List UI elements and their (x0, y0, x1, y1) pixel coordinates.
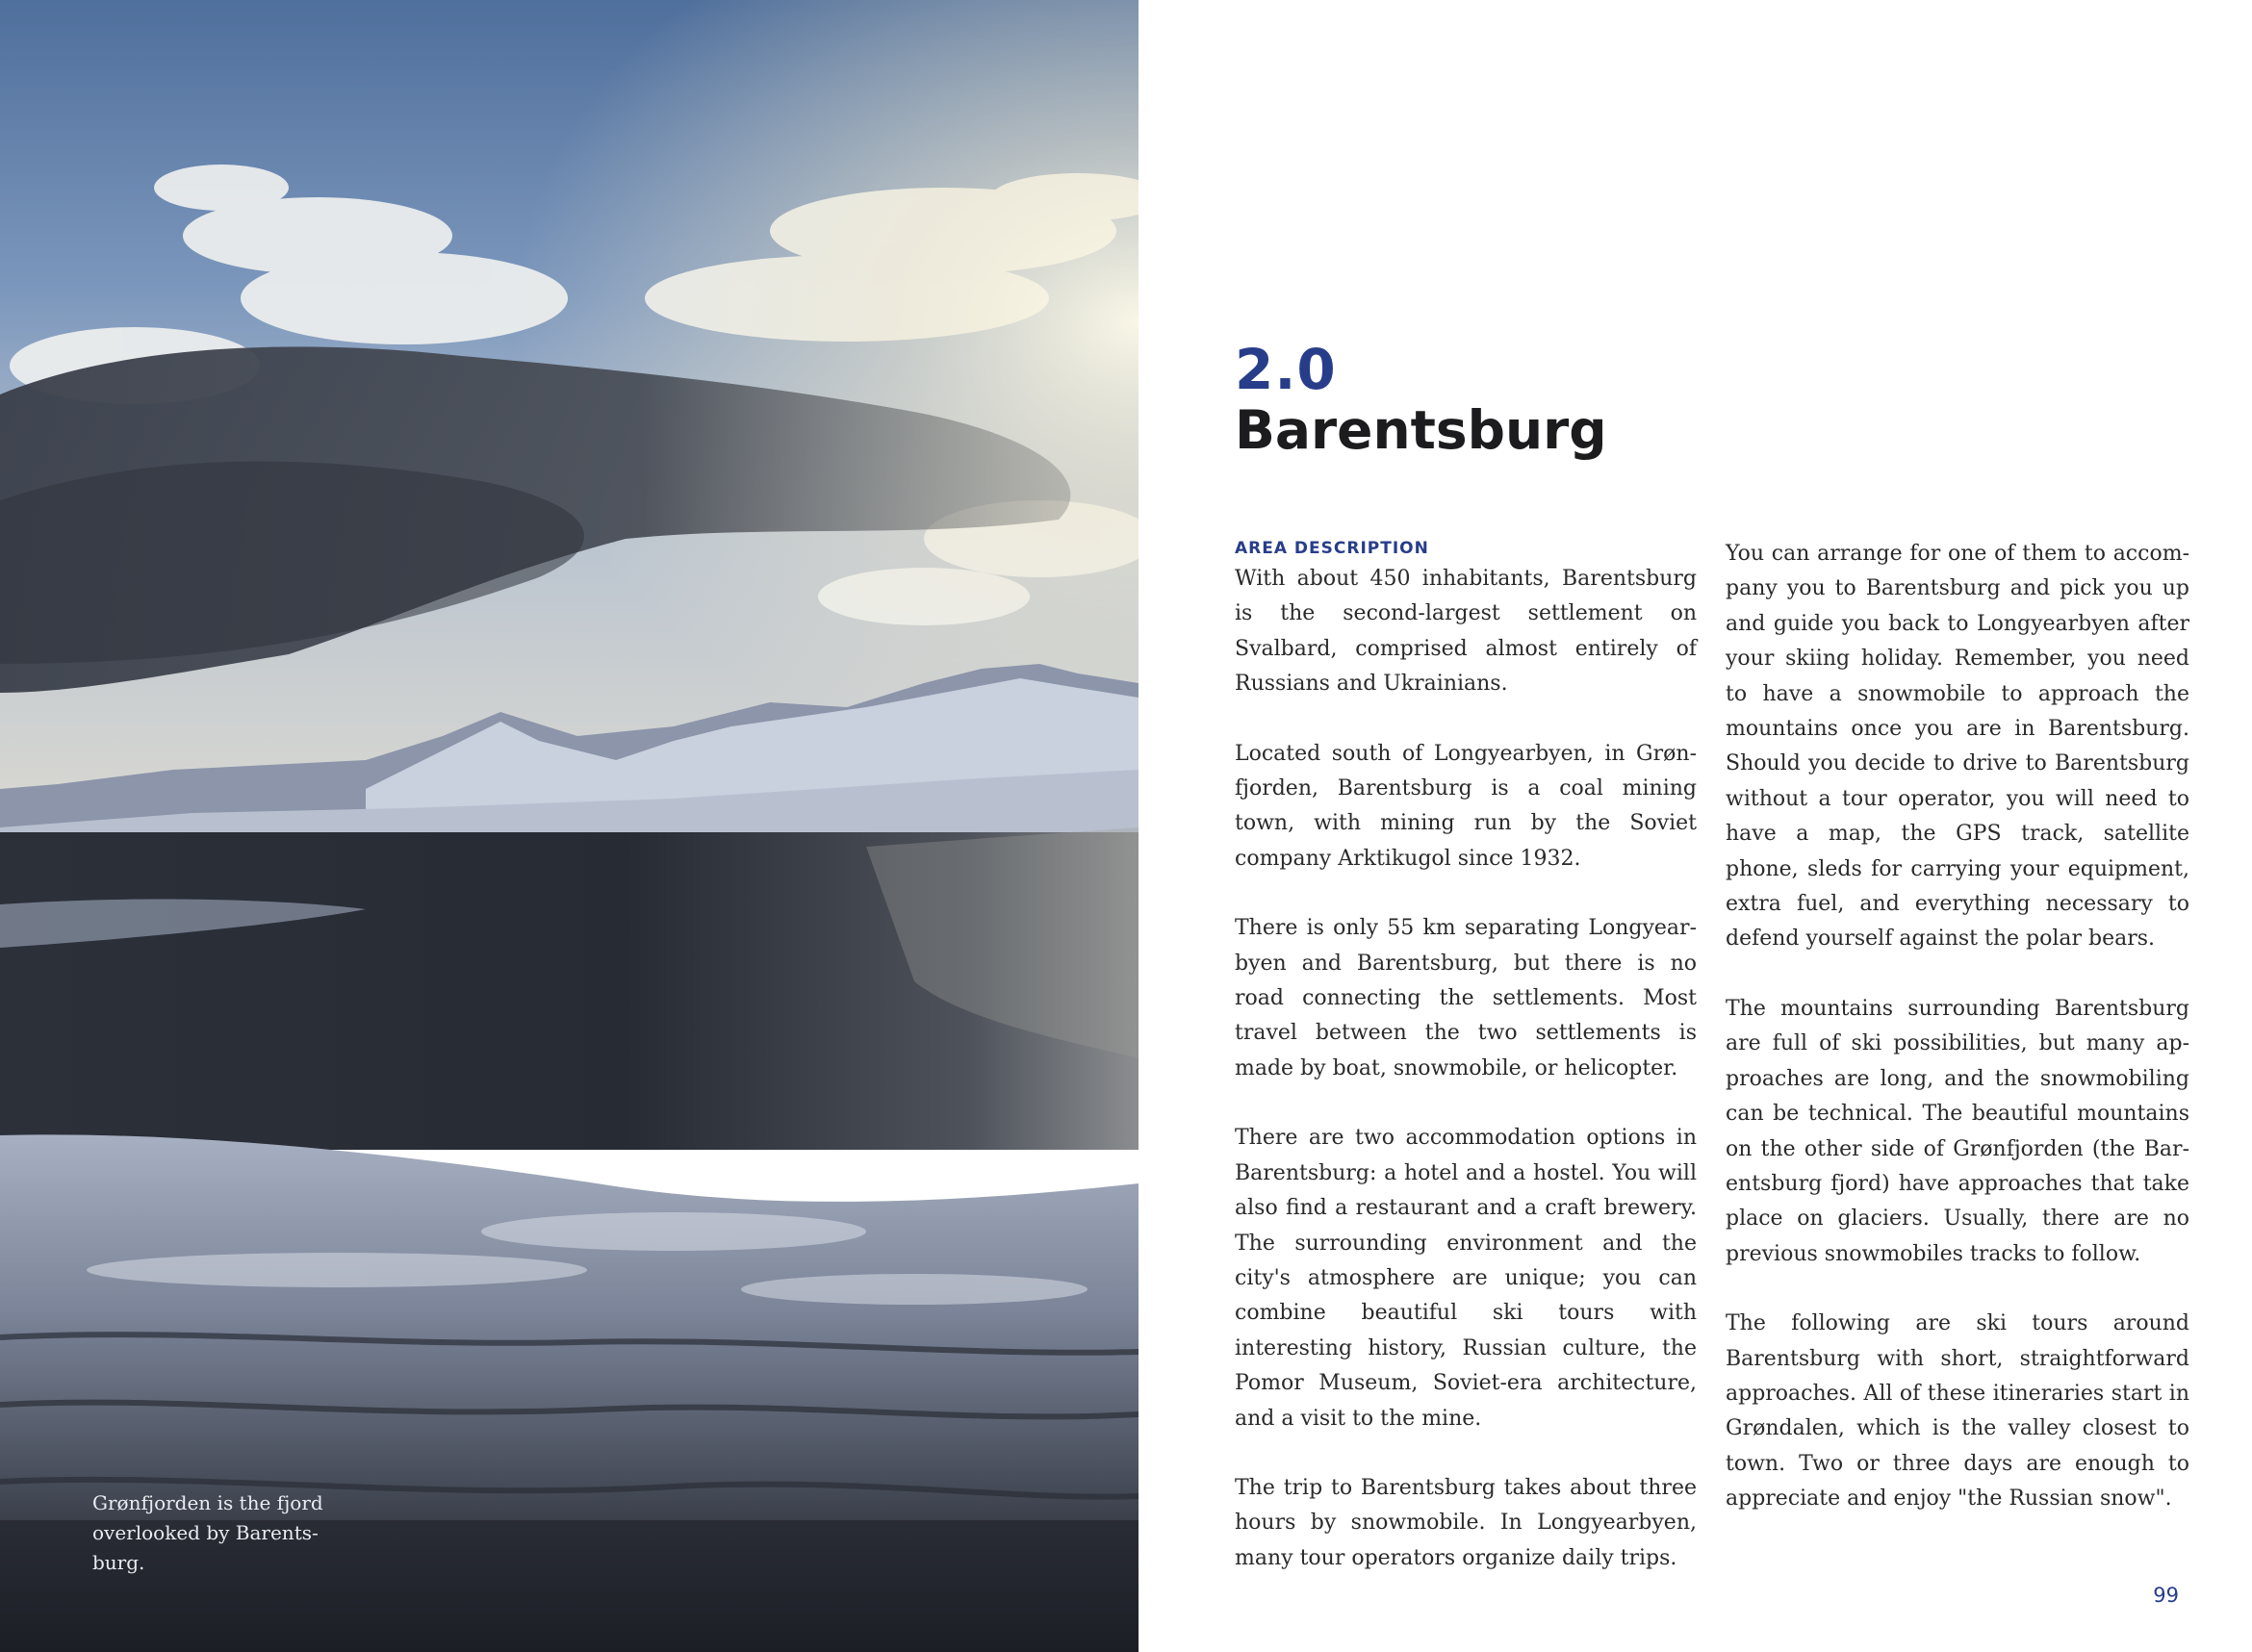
chapter-number: 2.0 (1235, 337, 1337, 402)
text-page (1139, 0, 2252, 1652)
paragraph: The trip to Barentsburg takes about three hours by snowmobile. In Longyearbyen, many tour operators organize daily trips. (1235, 1475, 1697, 1570)
paragraph: The mountains surrounding Barentsburg are full of ski possibilities, but many approaches are long, and the snowmobiling can be technical. The beautiful mountains on the other side of Grønfjorden (the Barentsburg fjord) have approaches that take place on glaciers. Usually, there are no previous snowmobiles tracks to follow. (1726, 996, 2189, 1266)
left-text-column (1235, 535, 1697, 1611)
chapter-title: Barentsburg (1235, 399, 1607, 461)
paragraph: There is only 55 km separating Longyearbyen and Barentsburg, but there is no road connecting the settlements. Most travel between the two settlements is made by boat, snowmobile, or helicopter. (1235, 916, 1697, 1080)
photo-caption: Grønfjorden is the fjord overlooked by Barents- burg. (92, 1491, 323, 1574)
right-text-column (1726, 537, 2189, 1552)
paragraph: There are two accommodation options in Barentsburg: a hotel and a hostel. You will also find a restaurant and a craft brewery. The surrounding environment and the city's atmosphere are unique; you can combine beautiful ski tours with interesting history, Russian culture, the Pomor Museum, Soviet-era architecture, and a visit to the mine. (1235, 1126, 1697, 1431)
section-label: AREA DESCRIPTION (1235, 539, 1429, 558)
paragraph: With about 450 inhabitants, Barentsburg is the second-largest settlement on Svalbard, comprised almost entirely of Russians and Ukrainians. (1235, 567, 1697, 697)
paragraph: Located south of Longyearbyen, in Grønfjorden, Barentsburg is a coal mining town, with mining run by the Soviet company Arktikugol since 1932. (1235, 741, 1697, 871)
paragraph: The following are ski tours around Barentsburg with short, straightforward approaches. All of these itineraries start in Grøndalen, which is the valley closest to town. Two or three days are enough to appreciate and enjoy "the Russian snow". (1726, 1311, 2189, 1512)
page-number: 99 (2153, 1584, 2179, 1607)
paragraph: You can arrange for one of them to accompany you to Barentsburg and pick you up and guide you back to Longyearbyen after your skiing holiday. Remember, you need to have a snowmobile to approach the mountains once you are in Barentsburg. Should you decide to drive to Barentsburg without a tour operator, you will need to have a map, the GPS track, satellite phone, sleds for carrying your equipment, extra fuel, and everything necessary to defend yourself against the polar bears. (1726, 542, 2189, 952)
